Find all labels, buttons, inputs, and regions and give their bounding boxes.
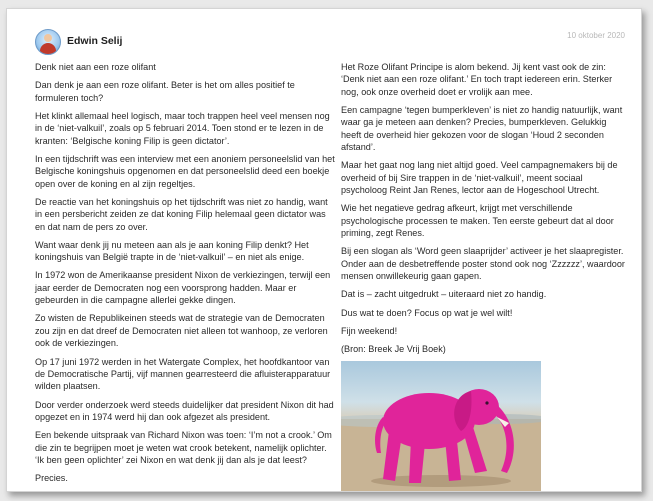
paragraph: Een campagne ‘tegen bumperkleven’ is niet zo handig natuurlijk, want waar ga je meteen aan denken? Precies, bumperkleven. Gelukkig heeft de overheid hier gekozen voor de slogan ‘Houd 2 seconden afstand’.	[341, 105, 623, 153]
paragraph: Dus wat te doen? Focus op wat je wel wilt!	[341, 307, 513, 318]
paragraph: Een bekende uitspraak van Richard Nixon was toen: ‘I’m not a crook.’ Om die zin te begrijpen moet je weten wat crook betekent, namelijk oplichter. ‘Ik ben geen oplichter’ zei Nixon en wat denk jij dan als je dat leest?	[35, 430, 332, 465]
paragraph: Dan denk je aan een roze olifant. Beter is het om alles positief te formuleren toch?	[35, 80, 295, 103]
paragraph: Het Roze Olifant Principe is alom bekend. Jij kent vast ook de zin: ‘Denk niet aan een roze olifant.’ En toch trapt iedereen erin. Sterker nog, ook onze overheid doet er vrolijk aan mee.	[341, 62, 613, 97]
left-column	[35, 61, 335, 490]
paragraph: Denk niet aan een roze olifant	[35, 62, 156, 72]
paragraph: Op 17 juni 1972 werden in het Watergate Complex, het hoofdkantoor van de Democratische Partij, vijf mannen gearresteerd die afluisterapparatuur wilden plaatsen.	[35, 356, 331, 392]
paragraph: De reactie van het koningshuis op het tijdschrift was niet zo handig, want in een persbericht zeiden ze dat koning Filip helemaal geen dictator was en dat nam de pers zo over.	[35, 196, 328, 232]
post-header	[35, 29, 625, 57]
paragraph: In een tijdschrift was een interview met een anoniem personeelslid van het Belgische koningshuis opgenomen en dat personeelslid deed een boekje open over de koning en al zijn regeltjes.	[35, 153, 335, 189]
paragraph: Door verder onderzoek werd steeds duidelijker dat president Nixon dit had opgezet en in 1974 werd hij dan ook afgezet als president.	[35, 399, 334, 422]
post-card	[6, 8, 642, 492]
paragraph: Zo wisten de Republikeinen steeds wat de strategie van de Democraten zou zijn en dat dreef de Democraten niet alleen tot wanhoop, ze verloren ook de verkiezingen.	[35, 313, 328, 349]
paragraph: Wie het negatieve gedrag afkeurt, krijgt met verschillende psychologische processen te maken. Ten eerste gebeurt dat al door priming, zegt Renes.	[341, 203, 614, 239]
paragraph: Bij een slogan als ‘Word geen slaaprijder’ activeer je het slaapregister. Onder aan de desbetreffende poster stond ook nog ‘Zzzzzz’, waardoor mensen onwillekeurig gaan gapen.	[341, 246, 625, 282]
pink-elephant-photo	[341, 361, 541, 492]
pink-elephant-illustration	[341, 361, 541, 492]
right-column	[341, 61, 626, 492]
avatar[interactable]	[35, 29, 61, 55]
paragraph: Precies.	[35, 473, 68, 484]
post-date: 10 oktober 2020	[567, 31, 625, 40]
paragraph: Dat is – zacht uitgedrukt – uiteraard niet zo handig.	[341, 289, 547, 300]
paragraph: Maar het gaat nog lang niet altijd goed. Veel campagnemakers bij de overheid of bij Sire trappen in de ‘niet-valkuil’, meent sociaal psycholoog Reint Jan Renes, lector aan de Hogeschool Utrecht.	[341, 160, 618, 196]
author-name[interactable]: Edwin Selij	[67, 35, 123, 47]
paragraph: Fijn weekend!	[341, 325, 398, 336]
paragraph: Want waar denk jij nu meteen aan als je aan koning Filip denkt? Het koningshuis van België trapte in de ‘niet-valkuil’ – en niet als enige.	[35, 239, 309, 263]
paragraph: In 1972 won de Amerikaanse president Nixon de verkiezingen, terwijl een jaar eerder de Democraten nog een voorsprong hadden. Maar er gebeurden in die campagne allerlei gekke dingen.	[35, 270, 331, 306]
paragraph: Het klinkt allemaal heel logisch, maar toch trappen heel veel mensen nog in de ‘niet-valkuil’, zoals op 5 februari 2014. Toen stond er te lezen in de kranten: ‘Belgische koning Filip is geen dictator’.	[35, 110, 330, 146]
paragraph: (Bron: Breek Je Vrij Boek)	[341, 344, 446, 355]
